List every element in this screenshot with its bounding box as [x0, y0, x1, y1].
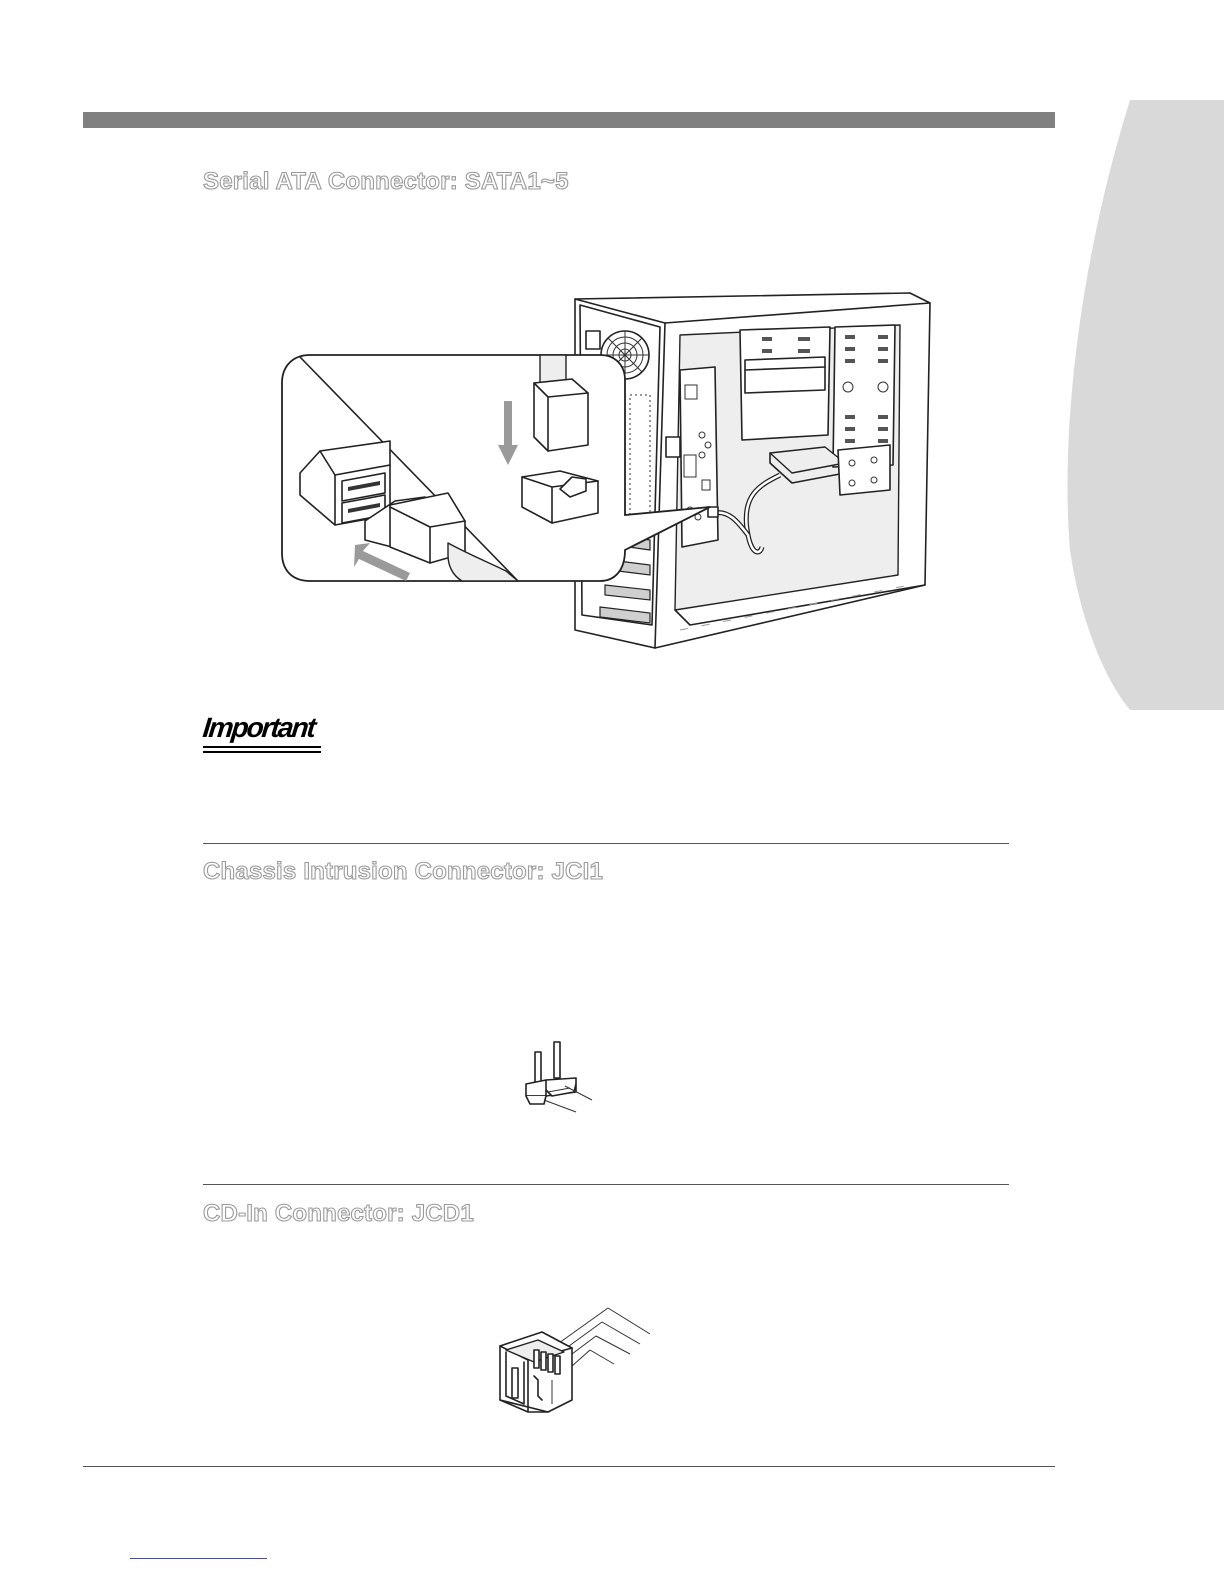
sata-illustration	[270, 285, 940, 655]
footer-rule	[83, 1466, 1055, 1467]
jci-connector-icon	[520, 1040, 600, 1115]
side-tab	[1060, 100, 1224, 710]
important-underline	[203, 746, 321, 748]
jci-section-title: Chassis Intrusion Connector: JCI1	[203, 858, 603, 885]
two-pin-header-icon	[526, 1042, 592, 1112]
footer-link-underline[interactable]	[130, 1558, 267, 1559]
pc-case-icon	[575, 293, 930, 648]
section-divider-2	[203, 1184, 1009, 1185]
jcd-connector-icon	[490, 1300, 660, 1435]
section-divider	[203, 843, 1009, 844]
sata-section-title: Serial ATA Connector: SATA1~5	[203, 168, 569, 195]
jcd-section-title: CD-In Connector: JCD1	[203, 1200, 474, 1227]
important-label: Important	[201, 712, 316, 743]
header-bar	[83, 112, 1055, 128]
four-pin-header-icon	[500, 1308, 650, 1412]
important-underline-2	[203, 751, 321, 753]
